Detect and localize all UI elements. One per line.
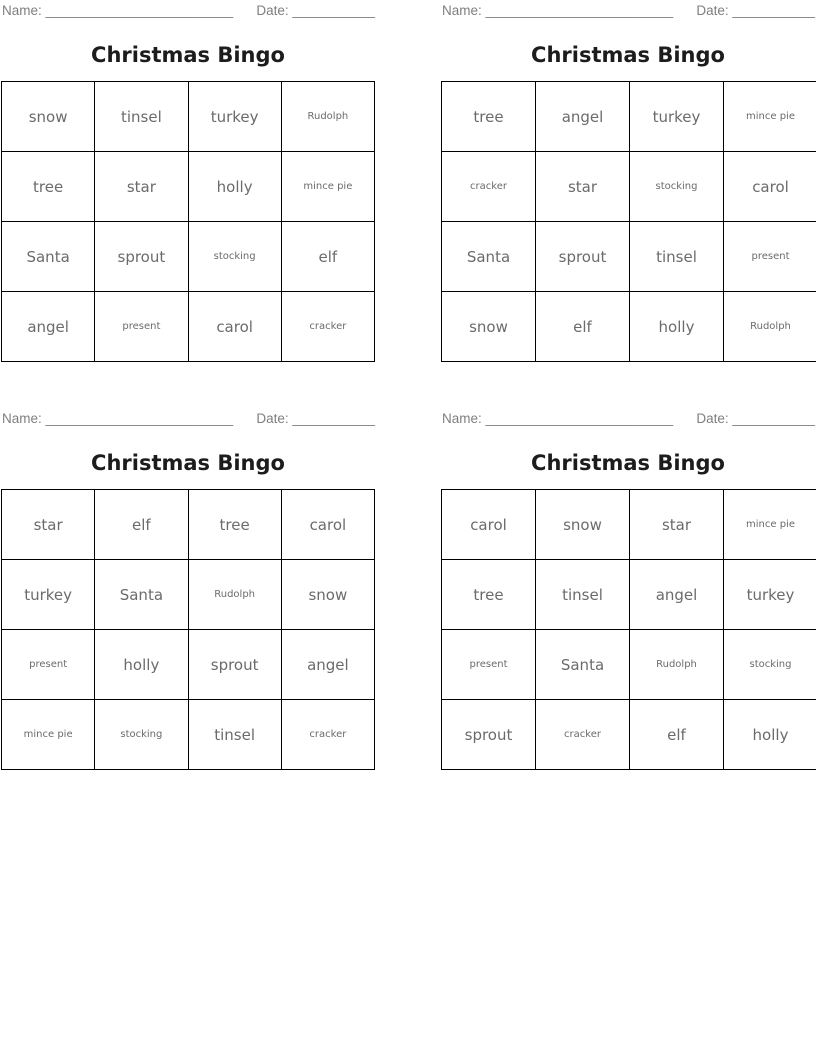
bingo-cell: Rudolph [724,292,816,362]
bingo-card [441,408,816,816]
name-blank-line: _________________________ [485,3,674,18]
bingo-cell: stocking [189,222,282,292]
bingo-cell: sprout [189,630,282,700]
bingo-cell: angel [630,560,724,630]
date-blank-line: ___________ [732,3,815,18]
name-blank-line: _________________________ [485,411,674,426]
bingo-cell: Rudolph [282,82,375,152]
bingo-cell: carol [442,490,536,560]
bingo-cell: elf [282,222,375,292]
date-label: Date: [256,3,289,18]
date-field [256,3,375,18]
bingo-cell: star [630,490,724,560]
bingo-cell: Rudolph [189,560,282,630]
bingo-cell: Santa [442,222,536,292]
bingo-cell: Santa [536,630,630,700]
bingo-card [1,408,376,816]
name-blank-line: _________________________ [45,411,234,426]
bingo-cell: holly [95,630,188,700]
bingo-cell: star [95,152,188,222]
bingo-cell: Santa [95,560,188,630]
bingo-cell: star [2,490,95,560]
bingo-cell: holly [630,292,724,362]
date-label: Date: [696,3,729,18]
name-label: Name: [442,411,482,426]
bingo-grid [1,81,375,362]
bingo-cell: tinsel [536,560,630,630]
card-header [2,3,375,18]
card-header [442,411,815,426]
name-label: Name: [2,411,42,426]
card-title: Christmas Bingo [91,451,285,475]
bingo-cell: snow [442,292,536,362]
date-blank-line: ___________ [292,411,375,426]
bingo-cell: cracker [282,292,375,362]
bingo-cell: sprout [95,222,188,292]
bingo-cell: tree [189,490,282,560]
bingo-cell: present [95,292,188,362]
bingo-cell: stocking [630,152,724,222]
bingo-cell: holly [189,152,282,222]
bingo-cell: snow [282,560,375,630]
bingo-cell: Rudolph [630,630,724,700]
name-field [442,3,673,18]
bingo-cell: tinsel [189,700,282,770]
bingo-cell: stocking [724,630,816,700]
card-header [442,3,815,18]
bingo-cell: tree [442,82,536,152]
bingo-grid [1,489,375,770]
bingo-cell: present [442,630,536,700]
date-field [696,3,815,18]
name-label: Name: [2,3,42,18]
bingo-grid [441,489,816,770]
bingo-cell: tinsel [95,82,188,152]
bingo-cell: Santa [2,222,95,292]
card-header [2,411,375,426]
name-field [2,411,233,426]
bingo-cell: snow [536,490,630,560]
bingo-cell: turkey [2,560,95,630]
bingo-cell: holly [724,700,816,770]
name-field [2,3,233,18]
date-field [696,411,815,426]
bingo-cell: elf [630,700,724,770]
date-field [256,411,375,426]
name-blank-line: _________________________ [45,3,234,18]
card-title: Christmas Bingo [91,43,285,67]
bingo-cell: snow [2,82,95,152]
name-label: Name: [442,3,482,18]
name-field [442,411,673,426]
bingo-cell: present [2,630,95,700]
bingo-cell: tinsel [630,222,724,292]
bingo-cell: mince pie [724,490,816,560]
bingo-cell: angel [2,292,95,362]
bingo-cell: present [724,222,816,292]
bingo-cell: stocking [95,700,188,770]
bingo-cell: carol [282,490,375,560]
bingo-cell: cracker [536,700,630,770]
bingo-cell: elf [536,292,630,362]
date-label: Date: [256,411,289,426]
bingo-cell: cracker [282,700,375,770]
bingo-cell: star [536,152,630,222]
bingo-cell: carol [189,292,282,362]
date-blank-line: ___________ [732,411,815,426]
bingo-cell: mince pie [724,82,816,152]
bingo-cell: sprout [536,222,630,292]
bingo-cell: turkey [189,82,282,152]
bingo-cell: elf [95,490,188,560]
date-blank-line: ___________ [292,3,375,18]
bingo-grid [441,81,816,362]
bingo-cell: tree [442,560,536,630]
bingo-cell: tree [2,152,95,222]
bingo-cell: carol [724,152,816,222]
bingo-cell: mince pie [2,700,95,770]
date-label: Date: [696,411,729,426]
bingo-card [1,0,376,408]
card-title: Christmas Bingo [531,43,725,67]
bingo-cell: turkey [724,560,816,630]
bingo-card [441,0,816,408]
bingo-cell: turkey [630,82,724,152]
bingo-cell: angel [536,82,630,152]
bingo-cell: mince pie [282,152,375,222]
bingo-cell: angel [282,630,375,700]
bingo-cell: cracker [442,152,536,222]
bingo-cell: sprout [442,700,536,770]
card-title: Christmas Bingo [531,451,725,475]
